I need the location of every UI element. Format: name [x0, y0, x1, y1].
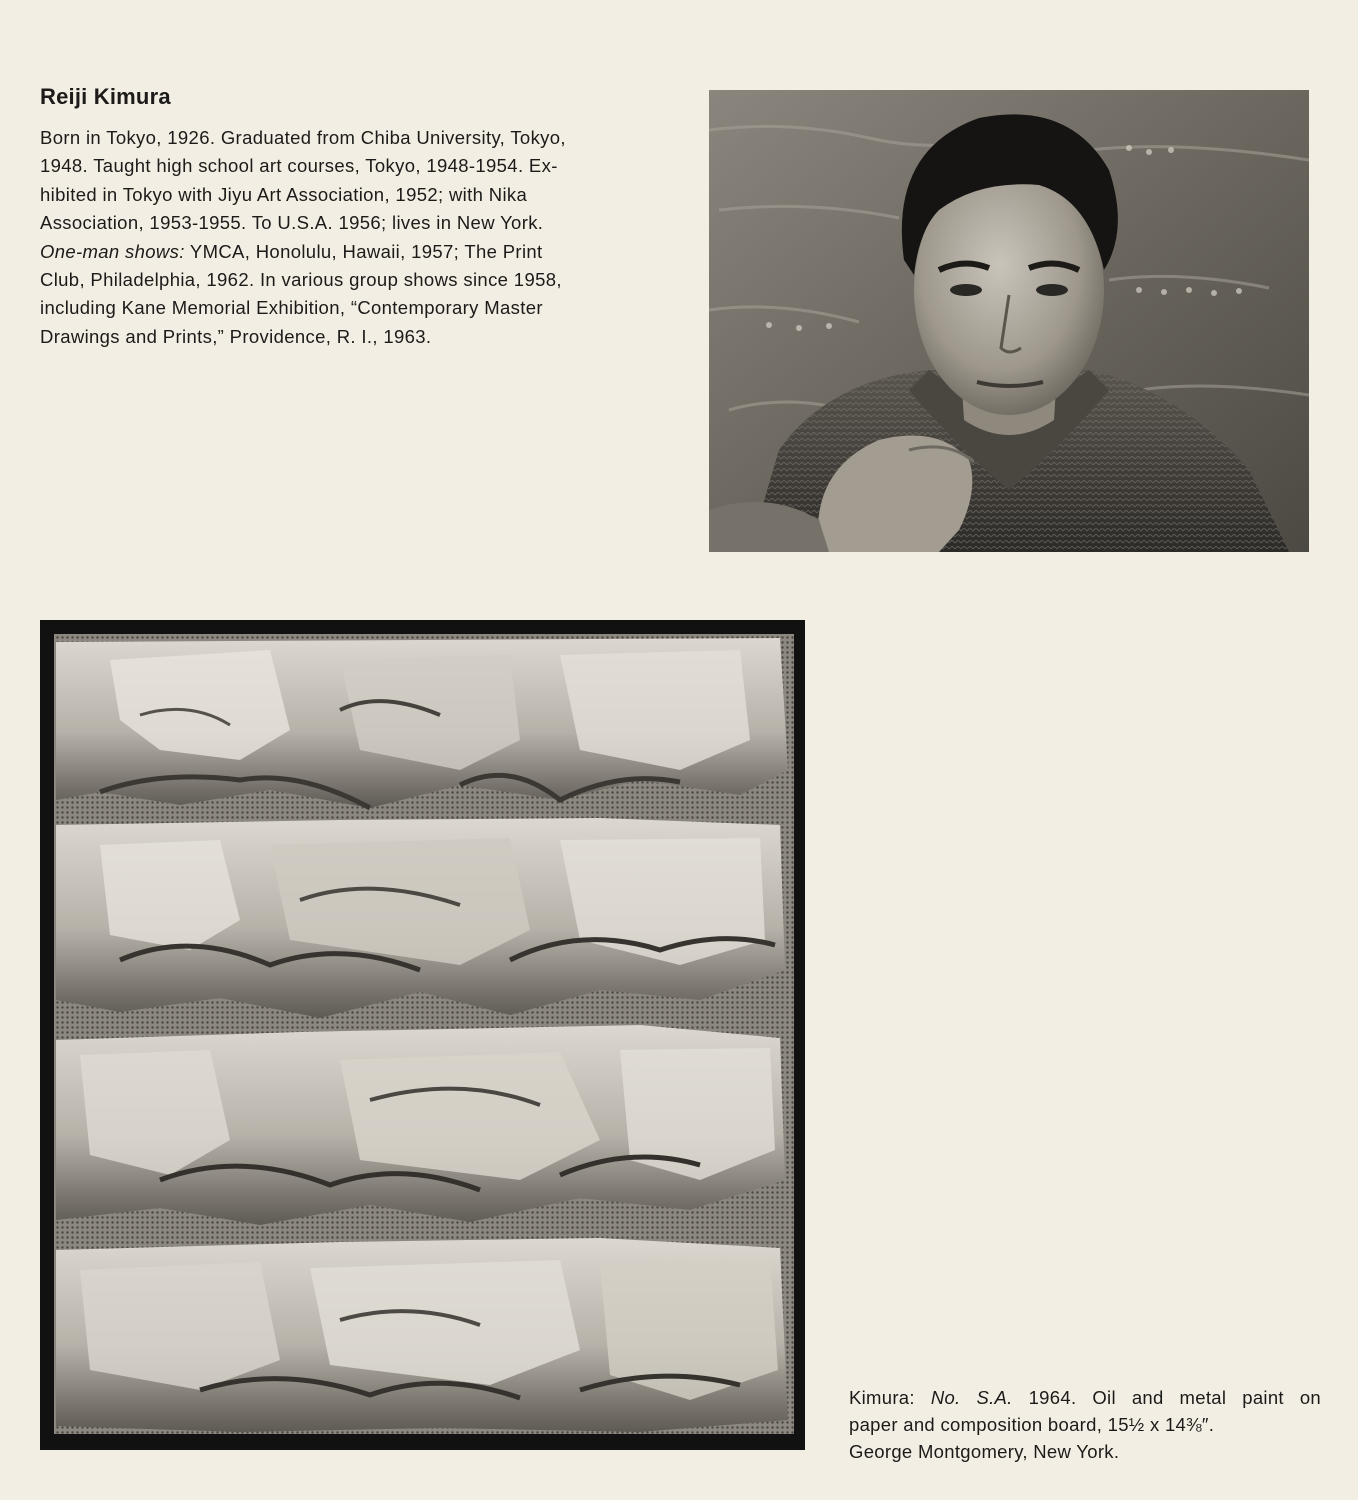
artwork-image	[40, 620, 805, 1450]
portrait-image	[709, 90, 1309, 552]
bio-line: Club, Philadelphia, 1962. In various group shows since 1958,	[40, 269, 562, 291]
artist-biography	[40, 124, 640, 351]
artwork-reproduction	[40, 620, 805, 1450]
caption-line: paper and composition board, 15½ x 14⅜″.	[849, 1414, 1215, 1435]
bio-line: Association, 1953-1955. To U.S.A. 1956; lives in New York.	[40, 212, 544, 234]
artwork-caption	[849, 1384, 1321, 1465]
artist-portrait-photo	[709, 90, 1309, 552]
bio-line: Drawings and Prints,” Providence, R. I., 1963.	[40, 325, 432, 347]
caption-line	[849, 1384, 1321, 1411]
caption-details: 1964. Oil and metal paint on	[1012, 1387, 1321, 1408]
bio-line: hibited in Tokyo with Jiyu Art Association, 1952; with Nika	[40, 183, 528, 205]
caption-title: No. S.A.	[930, 1387, 1013, 1408]
bio-line: Born in Tokyo, 1926. Graduated from Chiba University, Tokyo,	[40, 127, 566, 148]
artist-name: Reiji Kimura	[40, 84, 171, 109]
caption-line: George Montgomery, New York.	[849, 1441, 1120, 1462]
bio-line: 1948. Taught high school art courses, Tokyo, 1948-1954. Ex-	[40, 155, 558, 177]
caption-artist: Kimura:	[849, 1387, 931, 1408]
one-man-shows-text: YMCA, Honolulu, Hawaii, 1957; The Print	[184, 240, 543, 262]
one-man-shows-label: One-man shows:	[40, 240, 185, 262]
bio-line	[40, 238, 640, 266]
bio-line: including Kane Memorial Exhibition, “Contemporary Master	[40, 297, 543, 319]
